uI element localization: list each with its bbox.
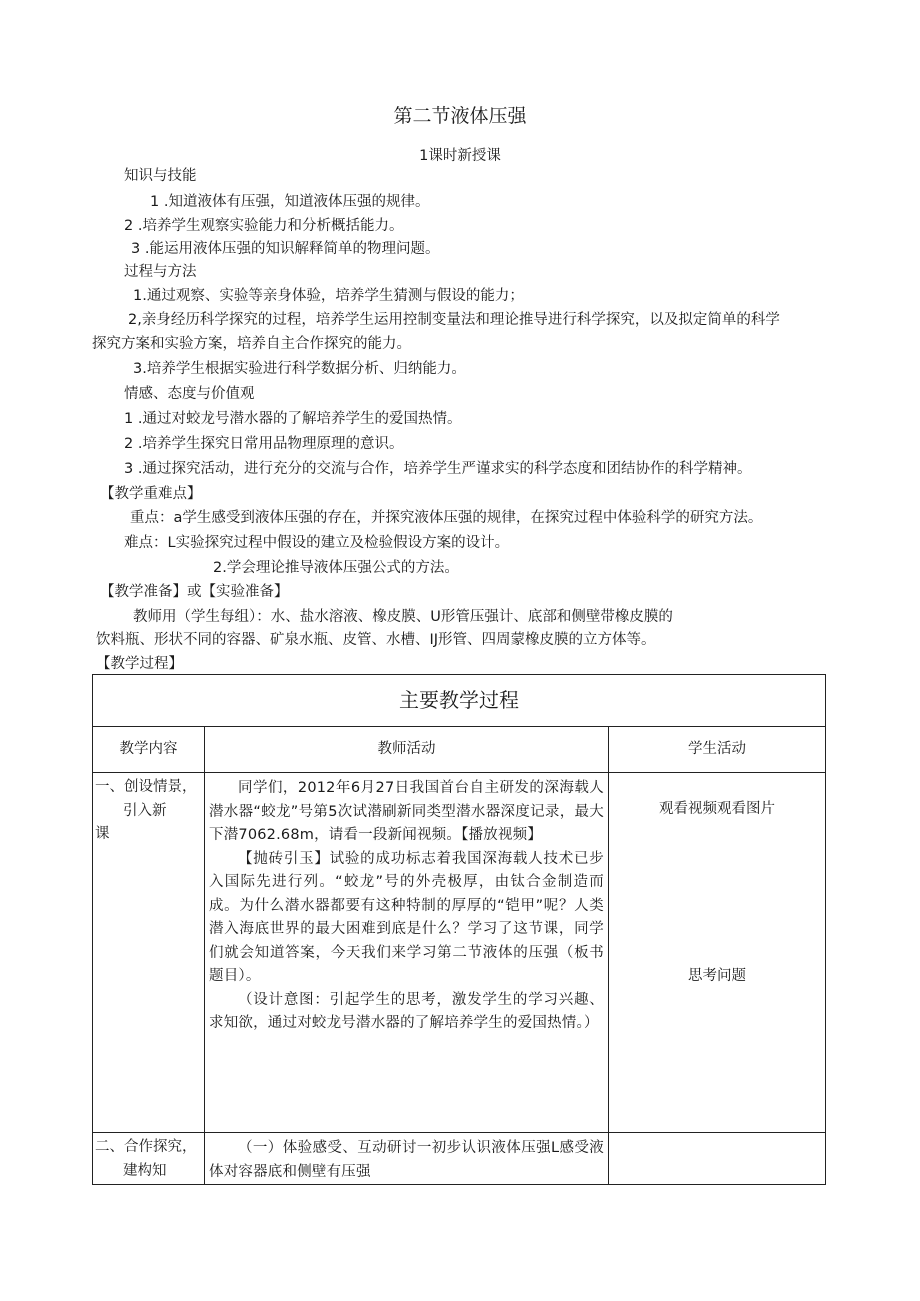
content-line: 引入新: [123, 802, 167, 819]
key-point-line: 重点：a学生感受到液体压强的存在，并探究液体压强的规律，在探究过程中体验科学的研究方法。: [130, 510, 763, 526]
teaching-process-table: [92, 674, 826, 1185]
header-teacher: 教师活动: [205, 727, 609, 773]
teacher-cell: [205, 1133, 609, 1185]
content-line: 二、合作探究，: [95, 1139, 197, 1155]
key-points-heading: 【教学重难点】: [100, 486, 202, 502]
content-line: 课: [95, 826, 110, 842]
difficulty-line: 2.学会理论推导液体压强公式的方法。: [213, 560, 459, 576]
lesson-subtitle: 1课时新授课: [419, 148, 501, 164]
content-cell: [93, 773, 205, 1133]
knowledge-item: 1 .知道液体有压强，知道液体压强的规律。: [150, 194, 430, 210]
teacher-cell: [205, 773, 609, 1133]
knowledge-heading: 知识与技能: [124, 168, 197, 184]
difficulty-line: 难点：L实验探究过程中假设的建立及检验假设方案的设计。: [124, 535, 510, 551]
preparation-line: 饮料瓶、形状不同的容器、矿泉水瓶、皮管、水槽、IJ形管、四周蒙橡皮膜的立方体等。: [96, 632, 656, 648]
student-cell: [609, 1133, 826, 1185]
process-item: 2,亲身经历科学探究的过程，培养学生运用控制变量法和理论推导进行科学探究，以及拟定简单的科学: [128, 312, 780, 328]
content-cell: [93, 1133, 205, 1185]
teacher-paragraph: （一）体验感受、互动研讨一初步认识液体压强L感受液体对容器底和侧壁有压强: [209, 1140, 604, 1180]
process-item: 1.通过观察、实验等亲身体验，培养学生猜测与假设的能力；: [133, 288, 524, 304]
table-title: 主要教学过程: [93, 675, 826, 727]
emotion-item: 3 .通过探究活动，进行充分的交流与合作，培养学生严谨求实的科学态度和团结协作的科学精神。: [124, 461, 752, 477]
student-activity: 思考问题: [688, 968, 746, 984]
preparation-heading: 【教学准备】或【实验准备】: [100, 584, 289, 600]
emotion-heading: 情感、态度与价值观: [124, 386, 255, 402]
header-student: 学生活动: [609, 727, 826, 773]
page-title: 第二节液体压强: [393, 105, 527, 127]
teacher-paragraph: 同学们，2012年6月27日我国首台自主研发的深海载人潜水器“蛟龙”号第5次试潜刷新同类型潜水器深度记录，最大下潜7062.68m，请看一段新闻视频。【播放视频】: [209, 780, 604, 843]
teacher-paragraph: （设计意图：引起学生的思考，激发学生的学习兴趣、求知欲，通过对蛟龙号潜水器的了解培养学生的爱国热情。）: [209, 991, 604, 1031]
content-line: 建构知: [123, 1162, 167, 1179]
emotion-item: 2 .培养学生探究日常用品物理原理的意识。: [124, 436, 404, 452]
process-item: 3.培养学生根据实验进行科学数据分析、归纳能力。: [133, 361, 466, 377]
student-cell: [609, 773, 826, 1133]
process-item: 探究方案和实验方案，培养自主合作探究的能力。: [92, 336, 411, 352]
content-line: 一、创设情景，: [95, 779, 197, 795]
knowledge-item: 2 .培养学生观察实验能力和分析概括能力。: [124, 218, 404, 234]
preparation-line: 教师用（学生每组）：水、盐水溶液、橡皮膜、U形管压强计、底部和侧壁带橡皮膜的: [133, 609, 673, 625]
student-activity: 观看视频观看图片: [659, 801, 775, 817]
process-heading: 过程与方法: [124, 264, 197, 280]
table-row: [93, 773, 826, 1133]
header-content: 教学内容: [93, 727, 205, 773]
emotion-item: 1 .通过对蛟龙号潜水器的了解培养学生的爱国热情。: [124, 411, 462, 427]
table-row: [93, 1133, 826, 1185]
teacher-paragraph: 【抛砖引玉】试验的成功标志着我国深海载人技术已步入国际先进行列。“蛟龙”号的外壳极厚，由钛合金制造而成。为什么潜水器都要有这种特制的厚厚的“铠甲”呢？人类潜入海底世界的最大困难到底是什么？学习了这节课，同学们就会知道答案，今天我们来学习第二节液体的压强（板书题目）。: [209, 850, 604, 984]
knowledge-item: 3 .能运用液体压强的知识解释简单的物理问题。: [131, 241, 440, 257]
process-table-heading: 【教学过程】: [96, 656, 183, 672]
